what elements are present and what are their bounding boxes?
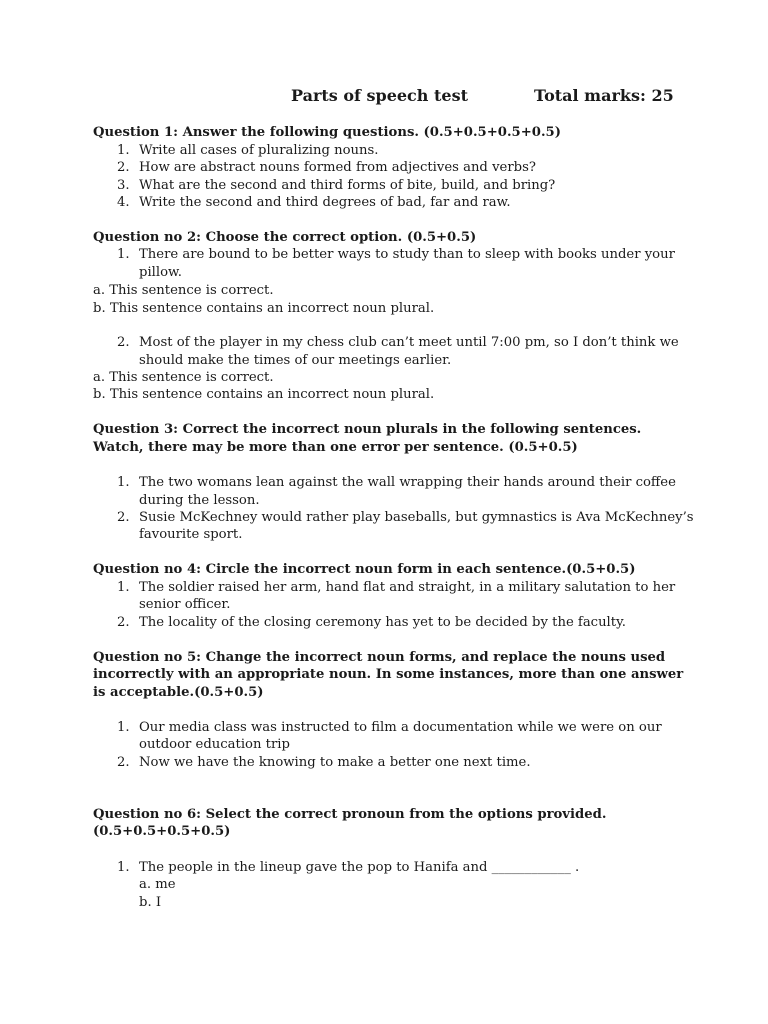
q5-item-line: Now we have the knowing to make a better one next time. — [139, 755, 531, 770]
q3-item-number: 1. — [117, 475, 130, 490]
q6-heading: (0.5+0.5+0.5+0.5) — [93, 824, 231, 839]
q2-item-line: should make the times of our meetings earlier. — [139, 353, 452, 368]
q1-item: How are abstract nouns formed from adjectives and verbs? — [139, 160, 536, 175]
q2-item-line: pillow. — [139, 265, 182, 280]
q6-item-number: 1. — [117, 860, 130, 875]
q1-heading: Question 1: Answer the following questions. (0.5+0.5+0.5+0.5) — [93, 125, 561, 140]
q6-item-line: The people in the lineup gave the pop to Hanifa and ____________ . — [139, 860, 580, 875]
q6-heading: Question no 6: Select the correct pronoun from the options provided. — [93, 807, 607, 822]
q1-item: Write the second and third degrees of bad, far and raw. — [139, 195, 511, 210]
q5-heading: incorrectly with an appropriate noun. In some instances, more than one answer — [93, 667, 684, 682]
q2-option: b. This sentence contains an incorrect noun plural. — [93, 387, 435, 402]
q4-heading: Question no 4: Circle the incorrect noun form in each sentence.(0.5+0.5) — [93, 562, 636, 577]
q3-heading: Watch, there may be more than one error per sentence. (0.5+0.5) — [93, 440, 578, 455]
page-title: Parts of speech test — [291, 86, 468, 105]
q2-item-line: Most of the player in my chess club can’t meet until 7:00 pm, so I don’t think we — [139, 335, 679, 350]
q5-item-line: outdoor education trip — [139, 737, 290, 752]
q2-option: a. This sentence is correct. — [93, 283, 274, 298]
q1-item-number: 4. — [117, 195, 130, 210]
q6-option: b. I — [139, 895, 162, 910]
q3-heading: Question 3: Correct the incorrect noun plurals in the following sentences. — [93, 422, 642, 437]
q3-item-line: favourite sport. — [139, 527, 243, 542]
q2-heading: Question no 2: Choose the correct option. (0.5+0.5) — [93, 230, 477, 245]
q4-item-line: The locality of the closing ceremony has yet to be decided by the faculty. — [139, 615, 626, 630]
q1-item-number: 3. — [117, 178, 130, 193]
q5-heading: is acceptable.(0.5+0.5) — [93, 685, 264, 700]
q4-item-line: senior officer. — [139, 597, 231, 612]
total-marks: Total marks: 25 — [534, 86, 674, 105]
q1-item-number: 2. — [117, 160, 130, 175]
q6-option: a. me — [139, 877, 176, 892]
q2-option: a. This sentence is correct. — [93, 370, 274, 385]
q5-heading: Question no 5: Change the incorrect noun forms, and replace the nouns used — [93, 650, 666, 665]
q4-item-number: 2. — [117, 615, 130, 630]
q3-item-line: during the lesson. — [139, 493, 260, 508]
q5-item-number: 1. — [117, 720, 130, 735]
q1-item-number: 1. — [117, 143, 130, 158]
q2-option: b. This sentence contains an incorrect noun plural. — [93, 301, 435, 316]
q5-item-number: 2. — [117, 755, 130, 770]
q1-item: Write all cases of pluralizing nouns. — [139, 143, 379, 158]
q2-item-number: 1. — [117, 247, 130, 262]
q4-item-line: The soldier raised her arm, hand flat and straight, in a military salutation to her — [139, 580, 676, 595]
q3-item-line: The two womans lean against the wall wrapping their hands around their coffee — [139, 475, 676, 490]
q4-item-number: 1. — [117, 580, 130, 595]
q3-item-line: Susie McKechney would rather play baseballs, but gymnastics is Ava McKechney’s — [139, 510, 694, 525]
q2-item-number: 2. — [117, 335, 130, 350]
q3-item-number: 2. — [117, 510, 130, 525]
q5-item-line: Our media class was instructed to film a documentation while we were on our — [139, 720, 662, 735]
q2-item-line: There are bound to be better ways to study than to sleep with books under your — [139, 247, 675, 262]
q1-item: What are the second and third forms of bite, build, and bring? — [139, 178, 556, 193]
